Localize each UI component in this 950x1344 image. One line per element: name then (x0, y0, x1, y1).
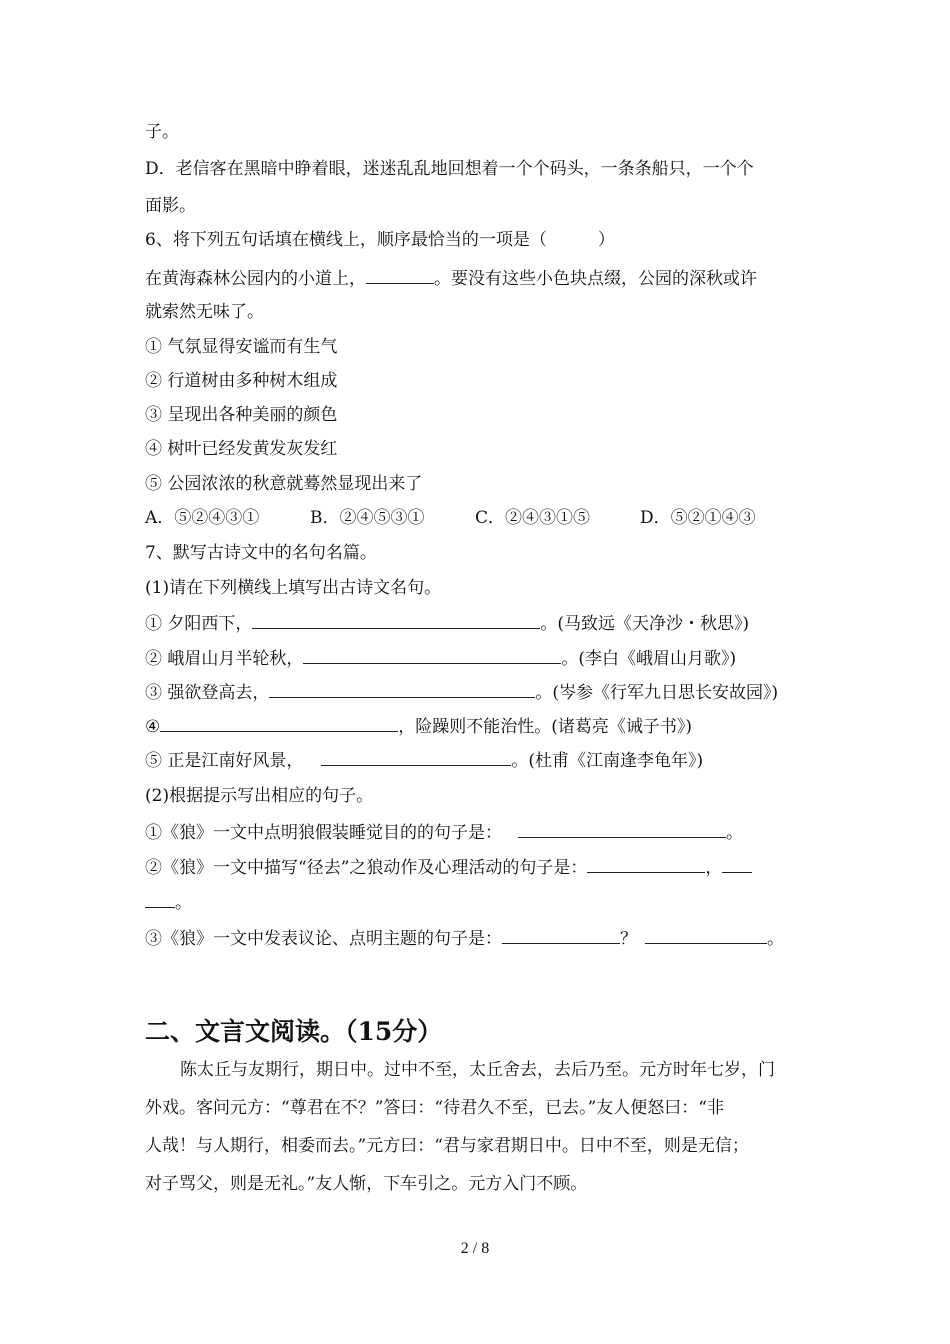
fill-blank[interactable] (587, 854, 705, 873)
passage-line: 外戏。客问元方：“尊君在不？”答曰：“待君久不至，已去。”友人便怒曰：“非 (145, 1098, 724, 1118)
poem-source: 。(马致远《天净沙・秋思》) (540, 614, 750, 634)
wolf-question-2-cont (145, 889, 192, 915)
list-item: ⑤ 公园浓浓的秋意就蓦然显现出来了 (145, 474, 423, 494)
fill-blank[interactable] (722, 854, 752, 873)
punctuation: ， (705, 858, 723, 878)
poem-line-5 (145, 747, 703, 773)
fill-blank[interactable] (518, 819, 726, 838)
fill-blank[interactable] (366, 265, 434, 284)
fill-blank[interactable] (269, 679, 535, 698)
passage-line: 人哉！与人期行，相委而去。”元方曰：“君与家君期日中。日中不至，则是无信； (145, 1136, 749, 1156)
punctuation: ？ (620, 929, 637, 949)
subquestion-2-title: (2)根据提示写出相应的句子。 (145, 786, 374, 806)
fill-blank[interactable] (145, 889, 175, 908)
choice-a[interactable]: A．⑤②④③① (145, 508, 260, 528)
poem-prompt: ⑤ 正是江南好风景， (145, 751, 304, 771)
text-line: 子。 (145, 122, 179, 142)
fill-blank[interactable] (321, 747, 511, 766)
question-text: ①《狼》一文中点明狼假装睡觉目的的句子是： (145, 823, 502, 843)
fill-blank[interactable] (645, 925, 767, 944)
question-text: ③《狼》一文中发表议论、点明主题的句子是： (145, 929, 502, 949)
fill-blank[interactable] (252, 610, 540, 629)
passage-line: 对子骂父，则是无礼。”友人惭，下车引之。元方入门不顾。 (145, 1174, 588, 1194)
section-heading: 二、文言文阅读。（15分） (145, 1017, 443, 1046)
subquestion-1-title: (1)请在下列横线上填写出古诗文名句。 (145, 578, 442, 598)
choice-d[interactable]: D．⑤②①④③ (640, 508, 756, 528)
choice-b[interactable]: B．②④⑤③① (310, 508, 425, 528)
option-d-line: D．老信客在黑暗中睁着眼，迷迷乱乱地回想着一个个码头，一条条船只，一个个 (145, 159, 754, 179)
list-item: ④ 树叶已经发黄发灰发红 (145, 439, 338, 459)
punctuation: 。 (726, 823, 743, 843)
wolf-question-2 (145, 854, 752, 880)
passage-line: 陈太丘与友期行，期日中。过中不至，太丘舍去，去后乃至。元方时年七岁，门 (180, 1060, 775, 1080)
wolf-question-3 (145, 925, 784, 951)
fill-blank[interactable] (303, 645, 561, 664)
page-number: 2 / 8 (460, 1240, 490, 1257)
list-item: ① 气氛显得安谧而有生气 (145, 337, 338, 357)
poem-line-4 (145, 713, 692, 739)
question-6-title: 6、将下列五句话填在横线上，顺序最恰当的一项是（ ） (145, 230, 615, 250)
answer-choices (145, 506, 756, 530)
punctuation: 。 (767, 929, 784, 949)
poem-prompt: ② 峨眉山月半轮秋， (145, 649, 304, 669)
poem-line-3 (145, 679, 778, 705)
choice-c[interactable]: C．②④③①⑤ (475, 508, 591, 528)
poem-line-1 (145, 610, 749, 636)
list-item: ② 行道树由多种树木组成 (145, 371, 338, 391)
poem-source: ，险躁则不能治性。(诸葛亮《诫子书》) (398, 717, 693, 737)
poem-source: 。(杜甫《江南逢李龟年》) (511, 751, 704, 771)
text-line: 就索然无味了。 (145, 302, 264, 322)
question-6-sentence (145, 265, 757, 291)
poem-prompt: ③ 强欲登高去， (145, 683, 270, 703)
poem-source: 。(李白《峨眉山月歌》) (561, 649, 737, 669)
fill-blank[interactable] (160, 713, 398, 732)
text-line: 面影。 (145, 196, 196, 216)
sentence-part: 。要没有这些小色块点缀，公园的深秋或许 (434, 269, 757, 289)
poem-prompt: ① 夕阳西下， (145, 614, 253, 634)
poem-line-2 (145, 645, 736, 671)
question-text: ②《狼》一文中描写“径去”之狼动作及心理活动的句子是： (145, 858, 588, 878)
list-item: ③ 呈现出各种美丽的颜色 (145, 405, 338, 425)
poem-source: 。(岑参《行军九日思长安故园》) (535, 683, 779, 703)
punctuation: 。 (175, 893, 192, 913)
poem-prompt: ④ (145, 717, 161, 737)
wolf-question-1 (145, 819, 743, 845)
fill-blank[interactable] (502, 925, 620, 944)
question-7-title: 7、默写古诗文中的名句名篇。 (145, 543, 377, 563)
sentence-part: 在黄海森林公园内的小道上， (145, 269, 366, 289)
